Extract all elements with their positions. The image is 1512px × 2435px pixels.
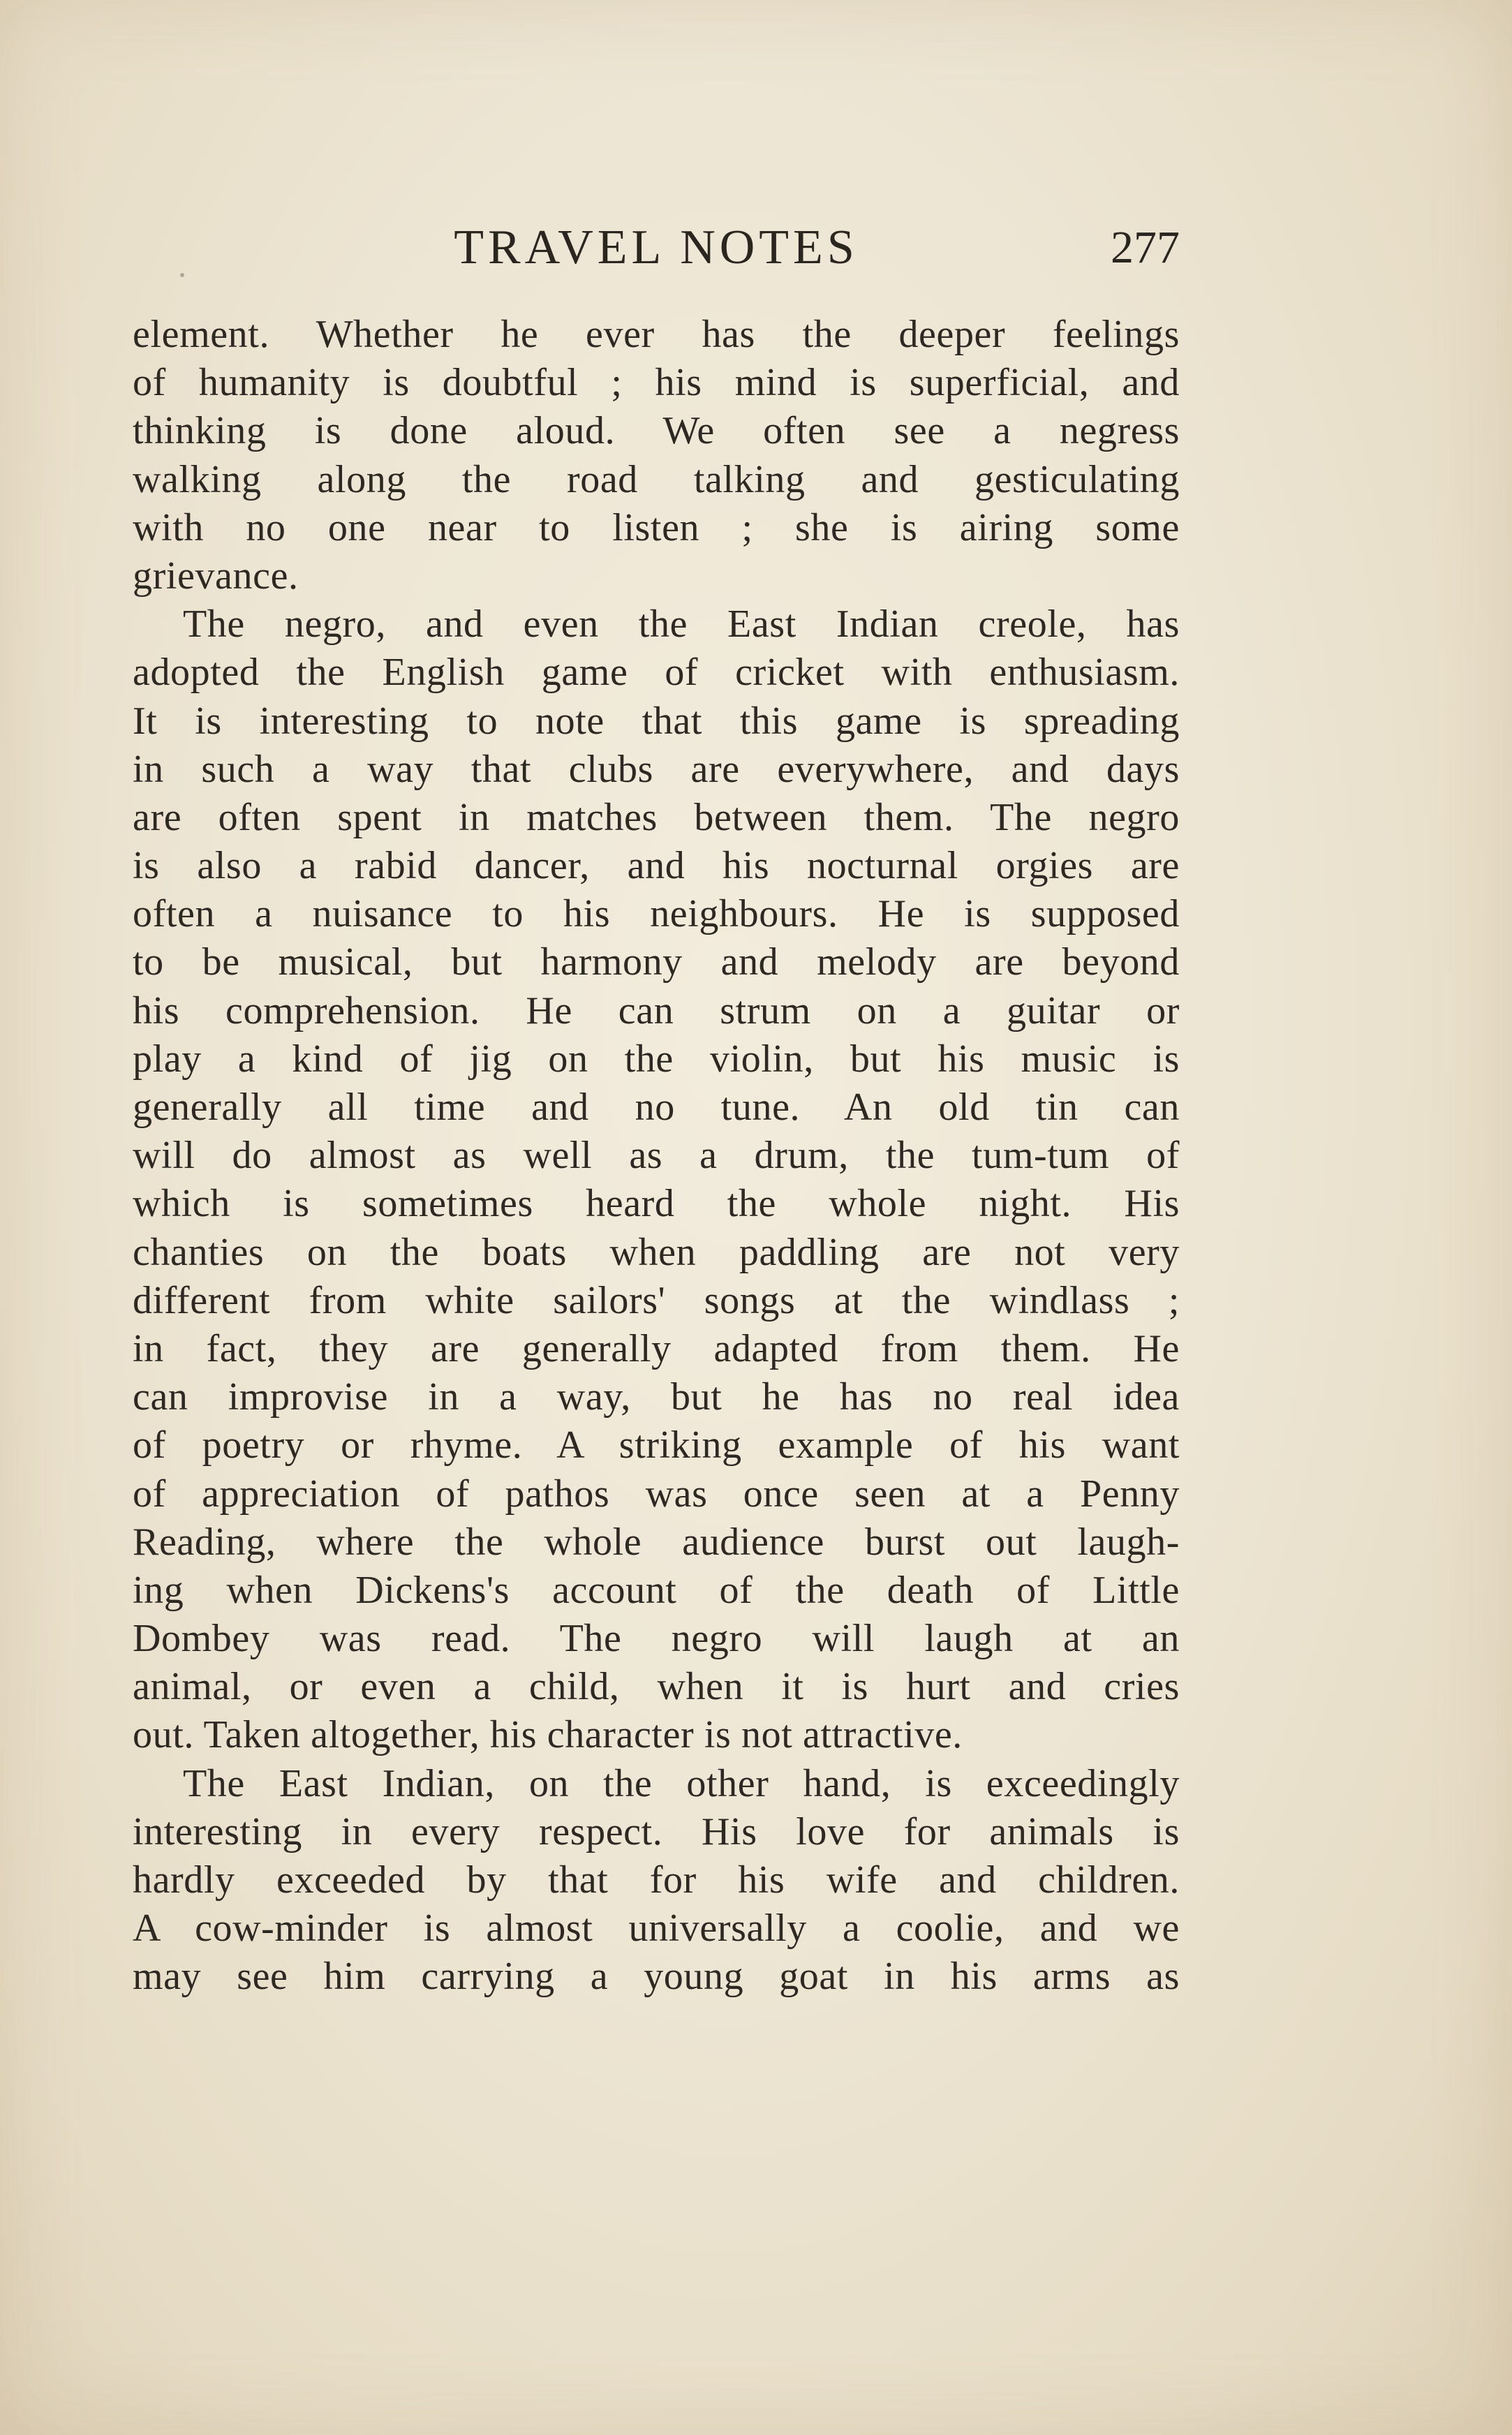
text-line: often a nuisance to his neighbours. He is supposed (133, 892, 1180, 936)
text-line: The negro, and even the East Indian creole, has (183, 602, 1180, 646)
body-text (133, 311, 1180, 2001)
text-line: of humanity is doubtful ; his mind is superficial, and (133, 361, 1180, 405)
text-line: Dombey was read. The negro will laugh at an (133, 1617, 1180, 1661)
text-line: of poetry or rhyme. A striking example of his want (133, 1423, 1180, 1467)
text-line: animal, or even a child, when it is hurt and cries (133, 1665, 1180, 1709)
text-line: in fact, they are generally adapted from them. He (133, 1326, 1180, 1370)
text-line: is also a rabid dancer, and his nocturnal orgies are (133, 844, 1180, 888)
text-line: generally all time and no tune. An old tin can (133, 1086, 1180, 1129)
paragraph-1 (133, 311, 1180, 600)
paragraph-3 (133, 1760, 1180, 2001)
text-line: out. Taken altogether, his character is not attractive. (133, 1713, 963, 1757)
text-line: element. Whether he ever has the deeper feelings (133, 313, 1180, 356)
text-line: which is sometimes heard the whole night. His (133, 1182, 1180, 1226)
paragraph-2 (133, 600, 1180, 1760)
text-line: to be musical, but harmony and melody are beyond (133, 940, 1180, 984)
text-line: chanties on the boats when paddling are not very (133, 1230, 1180, 1274)
text-line: can improvise in a way, but he has no real idea (133, 1375, 1180, 1419)
text-line: will do almost as well as a drum, the tum-tum of (133, 1134, 1180, 1178)
text-line: thinking is done aloud. We often see a negress (133, 409, 1180, 453)
text-line: adopted the English game of cricket with enthusiasm. (133, 651, 1180, 695)
text-line: ing when Dickens's account of the death of Little (133, 1568, 1180, 1612)
text-line: with no one near to listen ; she is airing some (133, 505, 1180, 549)
text-line: grievance. (133, 554, 299, 598)
text-line: interesting in every respect. His love for animals is (133, 1809, 1180, 1853)
text-line: A cow-minder is almost universally a coolie, and we (133, 1907, 1180, 1951)
text-line: It is interesting to note that this game is spreading (133, 699, 1180, 743)
text-line: in such a way that clubs are everywhere, and days (133, 747, 1180, 791)
text-line: may see him carrying a young goat in his arms as (133, 1955, 1180, 1999)
text-line: are often spent in matches between them. The negro (133, 795, 1180, 839)
text-line: of appreciation of pathos was once seen at a Penny (133, 1472, 1180, 1516)
text-line: different from white sailors' songs at the windlass ; (133, 1278, 1180, 1322)
text-line: play a kind of jig on the violin, but his music is (133, 1037, 1180, 1081)
running-title: TRAVEL NOTES (454, 221, 859, 274)
text-line: his comprehension. He can strum on a guitar or (133, 989, 1180, 1033)
page-header (133, 209, 1180, 286)
text-line: hardly exceeded by that for his wife and children. (133, 1858, 1180, 1902)
text-line: Reading, where the whole audience burst out laugh- (133, 1520, 1180, 1564)
text-line: The East Indian, on the other hand, is exceedingly (183, 1761, 1180, 1805)
page-number: 277 (1111, 222, 1180, 273)
text-line: walking along the road talking and gesticulating (133, 457, 1180, 501)
